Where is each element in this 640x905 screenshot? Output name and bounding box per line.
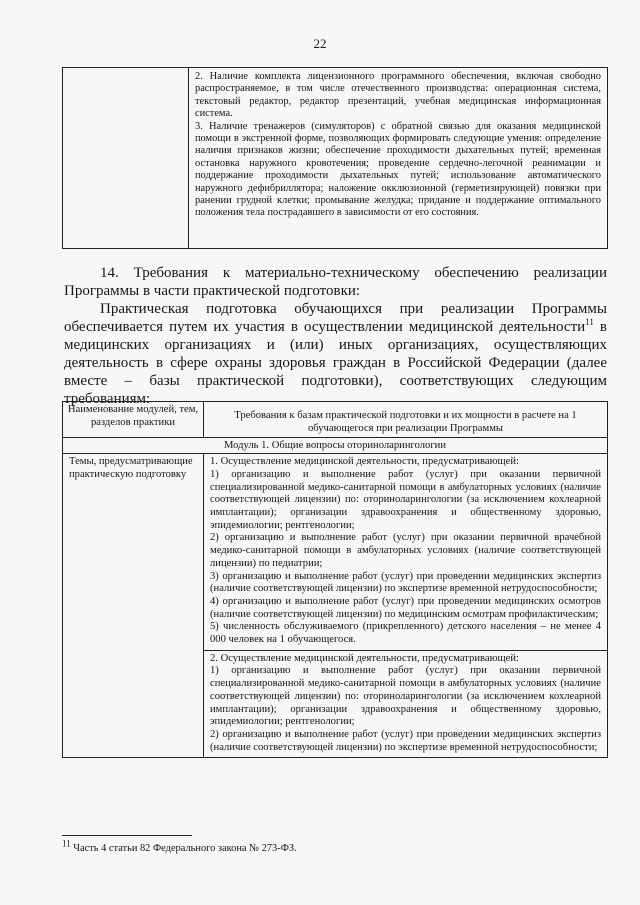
block2-item: 2) организацию и выполнение работ (услуг) при проведении медицинских экспертиз (наличие соответствующей лицензии) по экспертизе временной нетрудоспособности; xyxy=(210,728,601,753)
module-title: Модуль 1. Общие вопросы оториноларингологии xyxy=(63,438,608,454)
requirements-block-2 xyxy=(204,650,608,758)
paragraph-text-a: Практическая подготовка обучающихся при реализации Программы обеспечивается путем их участия в осуществлении медицинской деятельности xyxy=(64,301,607,335)
paragraph-text-b: в медицинских организациях и (или) иных организациях, осуществляющих деятельность в сфере охраны здоровья граждан в Российской Федерации (далее вместе – базы практической подготовки), соответствующих следующим требованиям: xyxy=(64,319,608,407)
section-14 xyxy=(64,264,607,408)
block2-item: 1) организацию и выполнение работ (услуг) при оказании первичной специализированной медико-санитарной помощи в амбулаторных условиях (наличие соответствующей лицензии) по: оториноларингологии (за исключением кохлеарной имплантации); организации здравоохранения и общественному здоровью, эпидемиологии; рентгенологии; xyxy=(210,665,601,728)
footnote xyxy=(62,838,297,854)
empty-cell xyxy=(63,68,189,249)
page-number: 22 xyxy=(313,36,327,51)
footnote-number: 11 xyxy=(62,838,71,849)
block1-item: 4) организацию и выполнение работ (услуг) при проведении медицинских осмотров (наличие соответствующей лицензии) по медицинским осмотрам профилактическим; xyxy=(210,595,601,620)
block1-item: 3) организацию и выполнение работ (услуг) при проведении медицинских экспертиз (наличие соответствующей лицензии) по экспертизе временной нетрудоспособности; xyxy=(210,570,601,595)
practice-bases-table xyxy=(62,401,608,758)
block1-title: 1. Осуществление медицинской деятельности, предусматривающей: xyxy=(210,456,519,468)
block2-title: 2. Осуществление медицинской деятельности, предусматривающей: xyxy=(210,652,519,664)
topics-label: Темы, предусматривающие практическую подготовку xyxy=(63,454,204,758)
block1-item: 5) численность обслуживаемого (прикрепленного) детского населения – не менее 4 000 человек на 1 обучающегося. xyxy=(210,621,601,646)
header-modules: Наименование модулей, тем, разделов практики xyxy=(63,402,204,438)
requirements-cell xyxy=(189,68,608,249)
footnote-ref: 11 xyxy=(585,317,594,327)
requirement-item-2: 2. Наличие комплекта лицензионного программного обеспечения, включая свободно распространяемое, в том числе отечественного производства: операционная система, текстовый редактор, редактор презентаций, учебная медицинская информационная система. xyxy=(195,71,601,120)
block1-item: 1) организацию и выполнение работ (услуг) при оказании первичной специализированной медико-санитарной помощи в амбулаторных условиях (наличие соответствующей лицензии) по: оториноларингологии (за исключением кохлеарной имплантации); организации здравоохранения и общественному здоровью, эпидемиологии; рентгенологии; xyxy=(210,468,601,531)
header-requirements: Требования к базам практической подготовки и их мощности в расчете на 1 обучающегося при реализации Программы xyxy=(204,402,608,438)
section-paragraph xyxy=(64,300,607,408)
requirements-table-continued xyxy=(62,67,608,249)
block1-item: 2) организацию и выполнение работ (услуг) при оказании первичной врачебной медико-санитарной помощи в амбулаторных условиях (наличие соответствующей лицензии) по педиатрии; xyxy=(210,532,601,569)
section-heading: 14. Требования к материально-техническому обеспечению реализации Программы в части практической подготовки: xyxy=(64,265,607,299)
footnote-text: Часть 4 статьи 82 Федерального закона № 273-ФЗ. xyxy=(73,843,297,854)
footnote-divider xyxy=(62,835,192,836)
requirement-item-3: 3. Наличие тренажеров (симуляторов) с обратной связью для оказания медицинской помощи в экстренной форме, позволяющих формировать следующие умения: определение наличия признаков жизни; обеспечение проходимости дыхательных путей; временная остановка наружного кровотечения; проведение сердечно-легочной реанимации и поддержание проходимости дыхательных путей; использование автоматического наружного дефибриллятора; наложение окклюзионной (герметизирующей) повязки при ранении грудной клетки; промывание желудка; придание и поддержание оптимального положения тела пострадавшего в зависимости от его состояния. xyxy=(195,120,601,219)
requirements-block-1 xyxy=(204,454,608,651)
